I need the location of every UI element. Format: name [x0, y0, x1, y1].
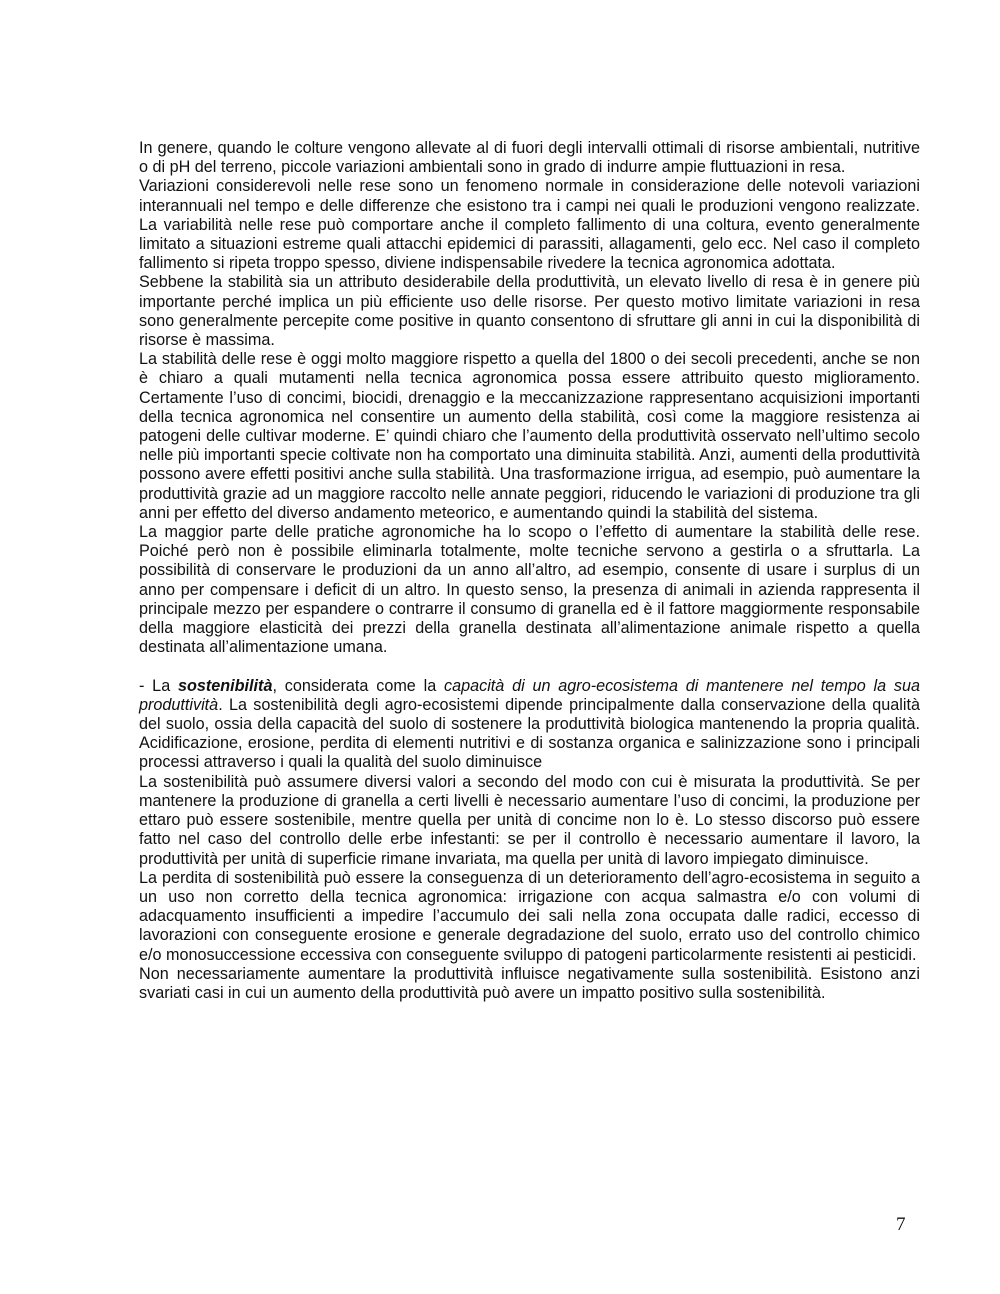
page-number: 7	[896, 1214, 906, 1235]
paragraph-sustainability-definition	[139, 677, 920, 773]
paragraph-yield-variations: Variazioni considerevoli nelle rese sono un fenomeno normale in considerazione delle notevoli variazioni interannuali nel tempo e delle differenze che esistono tra i campi nei quali le produzioni vengono realizzate. La variabilità nelle rese può comportare anche il completo fallimento di una coltura, evento generalmente limitato a situazioni estreme quali attacchi epidemici di parassiti, allagamenti, gelo ecc. Nel caso il completo fallimento si ripeta troppo spesso, diviene indispensabile rivedere la tecnica agronomica adottata.	[139, 177, 920, 273]
paragraph-productivity-impact: Non necessariamente aumentare la produttività influisce negativamente sulla sostenibilità. Esistono anzi svariati casi in cui un aumento della produttività può avere un impatto positivo sulla sostenibilità.	[139, 964, 920, 1002]
paragraph-yield-fluctuations: In genere, quando le colture vengono allevate al di fuori degli intervalli ottimali di risorse ambientali, nutritive o di pH del terreno, piccole variazioni ambientali sono in grado di indurre ampie fluttuazioni in resa.	[139, 139, 920, 177]
paragraph-stability-history: La stabilità delle rese è oggi molto maggiore rispetto a quella del 1800 o dei secoli precedenti, anche se non è chiaro a quali mutamenti nella tecnica agronomica possa essere attribuito questo miglioramento. Certamente l’uso di concimi, biocidi, drenaggio e la meccanizzazione rappresentano acquisizioni importanti della tecnica agronomica nel consentire un aumento della stabilità, così come la maggiore resistenza ai patogeni delle cultivar moderne. E’ quindi chiaro che l’aumento della produttività osservato nell’ultimo secolo nelle più importanti specie coltivate non ha comportato una diminuita stabilità. Anzi, aumenti della produttività possono avere effetti positivi anche sulla stabilità. Una trasformazione irrigua, ad esempio, può aumentare la produttività grazie ad un maggiore raccolto nelle annate peggiori, riducendo le variazioni di produzione tra gli anni per effetto del diverso andamento meteorico, e aumentando quindi la stabilità del sistema.	[139, 350, 920, 522]
sustainability-middle: , considerata come la	[272, 676, 445, 695]
sustainability-prefix: - La	[139, 676, 178, 695]
paragraph-sustainability-values: La sostenibilità può assumere diversi valori a secondo del modo con cui è misurata la produttività. Se per mantenere la produzione di granella a certi livelli è necessario aumentare l’uso di concimi, la produzione per ettaro può essere sostenibile, mentre quella per unità di concime non lo è. Lo stesso discorso può essere fatto nel caso del controllo delle erbe infestanti: se per il controllo è necessario aumentare il lavoro, la produttività per unità di superficie rimane invariata, ma quella per unità di lavoro impiegato diminuisce.	[139, 772, 920, 868]
paragraph-agronomic-practices: La maggior parte delle pratiche agronomiche ha lo scopo o l’effetto di aumentare la stabilità delle rese. Poiché però non è possibile eliminarla totalmente, molte tecniche servono a gestirla o a sfruttarla. La possibilità di conservare le produzioni da un anno all’altro, ad esempio, consente di usare i surplus di un anno per compensare i deficit di un altro. In questo senso, la presenza di animali in azienda rappresenta il principale mezzo per espandere o contrarre il consumo di granella ed è il fattore maggiormente responsabile della maggiore elasticità dei prezzi della granella destinata all’alimentazione animale rispetto a quella destinata all’alimentazione umana.	[139, 523, 920, 657]
sustainability-term: sostenibilità	[178, 676, 273, 695]
paragraph-sustainability-loss: La perdita di sostenibilità può essere la conseguenza di un deterioramento dell’agro-ecosistema in seguito a un uso non corretto della tecnica agronomica: irrigazione con acqua salmastra e/o con volumi di adacquamento insufficienti a impedire l’accumulo dei sali nella zona occupata dalle radici, eccesso di lavorazioni con conseguente erosione e generale degradazione del suolo, errato uso del controllo chimico e/o monosuccessione eccessiva con conseguente sviluppo di patogeni particolarmente resistenti ai pesticidi.	[139, 868, 920, 964]
paragraph-stability-attribute: Sebbene la stabilità sia un attributo desiderabile della produttività, un elevato livello di resa è in genere più importante perché implica un più efficiente uso delle risorse. Per questo motivo limitate variazioni in resa sono generalmente percepite come positive in quanto consentono di sfruttare gli anni in cui la disponibilità di risorse è massima.	[139, 273, 920, 350]
sustainability-definition: capacità di un agro-ecosistema di mantenere nel tempo la sua produttività	[139, 676, 921, 714]
body-text	[139, 139, 920, 1003]
sustainability-rest: . La sostenibilità degli agro-ecosistemi dipende principalmente dalla conservazione della qualità del suolo, ossia della capacità del suolo di sostenere la produttività biologica mantenendo la propria qualità. Acidificazione, erosione, perdita di elementi nutritivi e di sostanza organica e salinizzazione sono i principali processi attraverso i quali la qualità del suolo diminuisce	[139, 695, 920, 772]
